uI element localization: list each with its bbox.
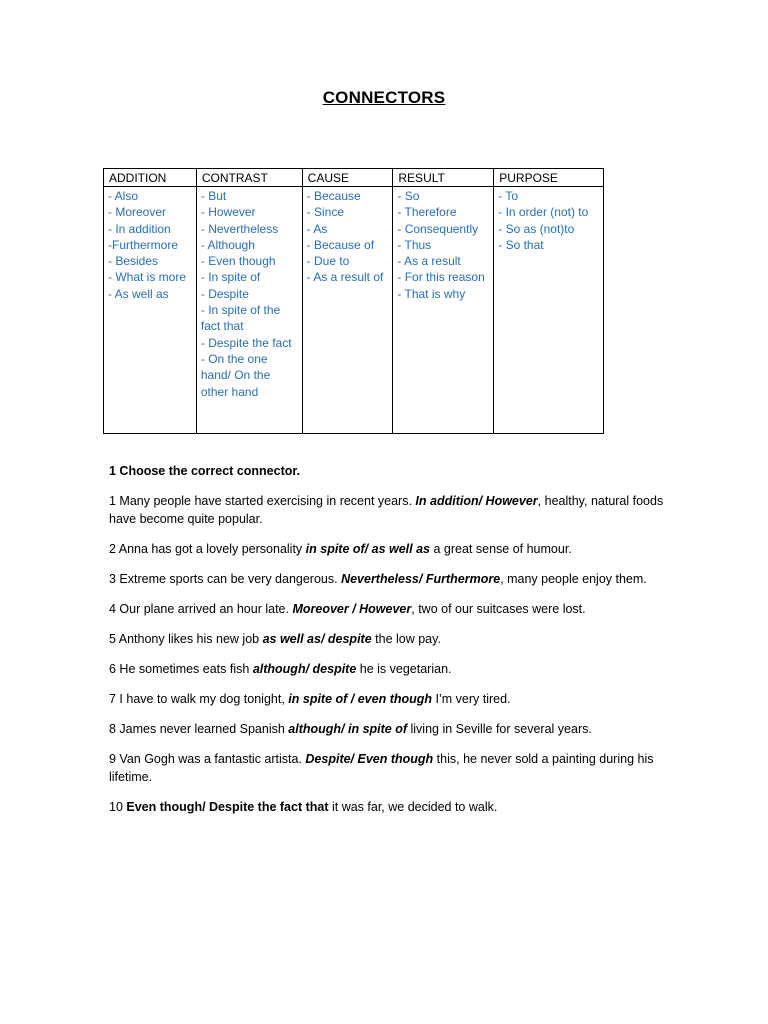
connector-item: - In order (not) to — [498, 205, 589, 220]
connector-item: - As a result of — [306, 270, 384, 285]
exercise-section — [109, 462, 669, 828]
exercise-text: this, he never sold a painting during his lifetime. — [109, 752, 654, 784]
exercise-text: 8 James never learned Spanish — [109, 722, 289, 736]
table-body-row — [104, 187, 604, 434]
exercise-item — [109, 660, 669, 678]
exercise-text: , many people enjoy them. — [500, 572, 647, 586]
header-cause: CAUSE — [302, 169, 393, 187]
connector-options: Nevertheless/ Furthermore — [341, 572, 501, 586]
exercise-text: it was far, we decided to walk. — [328, 800, 498, 814]
connector-item: - Therefore — [397, 205, 457, 220]
connector-item: - Thus — [397, 237, 432, 252]
exercise-list — [109, 492, 669, 816]
exercise-item — [109, 570, 669, 588]
connector-item: - Besides — [108, 254, 159, 269]
exercise-text: 10 — [109, 800, 127, 814]
exercise-text: living in Seville for several years. — [407, 722, 592, 736]
connector-options: in spite of / even though — [288, 692, 433, 706]
connector-item: - So that — [498, 237, 544, 252]
connector-item: - As a result — [397, 254, 461, 269]
column-result — [393, 187, 494, 434]
exercise-text: 4 Our plane arrived an hour late. — [109, 602, 293, 616]
connector-options: In addition/ However — [415, 494, 538, 508]
connector-item: - In spite of the fact that — [200, 303, 281, 334]
connector-item: - Because of — [306, 237, 375, 252]
exercise-item — [109, 492, 669, 528]
column-contrast — [196, 187, 302, 434]
page-title: CONNECTORS — [322, 88, 446, 107]
connector-item: - For this reason — [397, 270, 485, 285]
connector-item: - As well as — [108, 286, 169, 301]
exercise-item — [109, 690, 669, 708]
instruction: 1 Choose the correct connector. — [109, 464, 301, 478]
exercise-text: the low pay. — [371, 632, 441, 646]
connector-item: -Furthermore — [108, 237, 179, 252]
header-contrast: CONTRAST — [196, 169, 302, 187]
column-purpose — [494, 187, 604, 434]
exercise-text: , healthy, natural foods have become quite popular. — [109, 494, 664, 526]
exercise-text: 6 He sometimes eats fish — [109, 662, 253, 676]
connector-options: as well as/ despite — [262, 632, 372, 646]
exercise-text: 9 Van Gogh was a fantastic artista. — [109, 752, 306, 766]
exercise-item — [109, 720, 669, 738]
connector-options: Even though/ Despite the fact that — [126, 800, 329, 814]
connector-options: Despite/ Even though — [305, 752, 434, 766]
connector-item: - Despite the fact — [200, 335, 292, 350]
connector-item: - Although — [200, 237, 255, 252]
connector-item: - On the one hand/ On the other hand — [200, 351, 271, 399]
exercise-text: 1 Many people have started exercising in recent years. — [109, 494, 416, 508]
table-header-row — [104, 169, 604, 187]
connector-item: - Since — [306, 205, 345, 220]
connector-options: although/ despite — [252, 662, 357, 676]
exercise-item — [109, 750, 669, 786]
connector-item: - Nevertheless — [200, 221, 279, 236]
connector-options: Moreover / However — [292, 602, 412, 616]
connector-item: - Even though — [200, 254, 276, 269]
exercise-item — [109, 798, 669, 816]
connector-options: although/ in spite of — [288, 722, 408, 736]
connector-item: - To — [498, 189, 519, 203]
connectors-table — [103, 168, 604, 434]
connector-options: in spite of/ as well as — [305, 542, 431, 556]
exercise-text: a great sense of humour. — [430, 542, 572, 556]
exercise-text: 5 Anthony likes his new job — [109, 632, 263, 646]
connector-item: - However — [200, 205, 256, 220]
connector-item: - Also — [108, 189, 139, 203]
connector-item: - In addition — [108, 221, 171, 236]
exercise-item — [109, 600, 669, 618]
connector-item: - So as (not)to — [498, 221, 575, 236]
header-result: RESULT — [393, 169, 494, 187]
connector-item: - What is more — [108, 270, 187, 285]
exercise-text: 7 I have to walk my dog tonight, — [109, 692, 289, 706]
exercise-item — [109, 540, 669, 558]
connector-item: - Due to — [306, 254, 350, 269]
connector-item: - Moreover — [108, 205, 167, 220]
connector-item: - Despite — [200, 286, 249, 301]
exercise-item — [109, 630, 669, 648]
exercise-text: 2 Anna has got a lovely personality — [109, 542, 306, 556]
exercise-text: , two of our suitcases were lost. — [411, 602, 586, 616]
exercise-text: 3 Extreme sports can be very dangerous. — [109, 572, 342, 586]
connector-item: - Because — [306, 189, 361, 203]
column-cause — [302, 187, 393, 434]
column-addition — [104, 187, 197, 434]
connector-item: - As — [306, 221, 328, 236]
connector-item: - But — [200, 189, 227, 203]
connector-item: - Consequently — [397, 221, 479, 236]
header-purpose: PURPOSE — [494, 169, 604, 187]
exercise-text: he is vegetarian. — [356, 662, 452, 676]
exercise-text: I’m very tired. — [432, 692, 511, 706]
connector-item: - So — [397, 189, 420, 203]
header-addition: ADDITION — [104, 169, 197, 187]
connector-item: - In spite of — [200, 270, 261, 285]
connector-item: - That is why — [397, 286, 466, 301]
